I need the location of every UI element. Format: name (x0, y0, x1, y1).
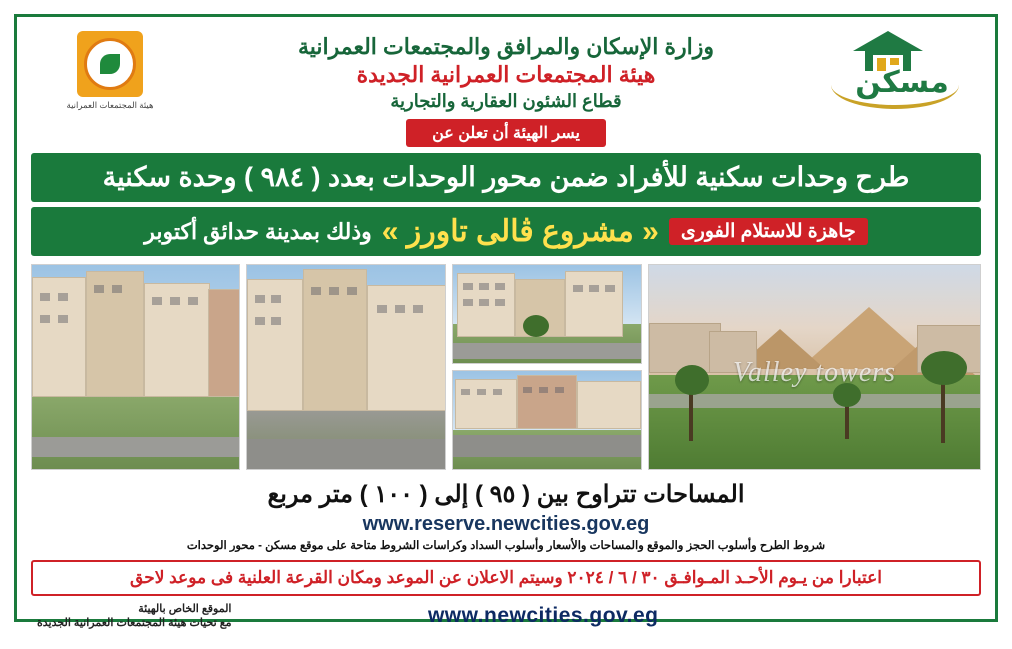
header-titles (185, 29, 827, 112)
headline-units-bar: طرح وحدات سكنية للأفراد ضمن محور الوحدات بعدد ( ٩٨٤ ) وحدة سكنية (31, 153, 981, 202)
footer-note-line2: مع تحيات هيئة المجتمعات العمرانية الجديدة (37, 617, 232, 630)
poster-header (17, 17, 995, 121)
authority-url[interactable]: www.newcities.gov.eg (427, 604, 659, 628)
seal-icon (77, 31, 143, 97)
photo-middle-column (452, 264, 642, 470)
city-label: وذلك بمدينة حدائق أكتوبر (144, 218, 372, 244)
seal-caption: هيئة المجتمعات العمرانية (66, 100, 154, 110)
announce-row (17, 119, 995, 147)
announce-pill: يسر الهيئة أن تعلن عن (406, 119, 606, 147)
ready-badge: جاهزة للاستلام الفورى (669, 218, 868, 245)
footer-note (37, 602, 231, 631)
photo-watermark: Valley towers (732, 356, 897, 388)
maskan-logo (827, 25, 977, 117)
start-date-bar: اعتبارا من يـوم الأحـد المـوافـق ٣٠ / ٦ / ٢٠٢٤ وسيتم الاعلان عن الموعد ومكان القرعة العلنية فى موعد لاحق (31, 560, 981, 596)
reserve-url[interactable]: www.reserve.newcities.gov.eg (362, 513, 650, 535)
headline-project-bar (31, 207, 981, 256)
photo-towers-street (246, 264, 446, 470)
poster-footer (17, 596, 995, 631)
footer-note-line1: الموقع الخاص بالهيئة (138, 603, 232, 615)
photo-compound-wide (31, 264, 240, 470)
areas-line: المساحات تتراوح بين ( ٩٥ ) إلى ( ١٠٠ ) متر مربع (267, 481, 745, 508)
sector-title: قطاع الشئون العقارية والتجارية (390, 90, 622, 111)
poster-frame (14, 14, 998, 630)
photo-valley-towers-pyramids (648, 264, 981, 470)
maskan-wordmark: مسكن (855, 65, 949, 100)
authority-title: هيئة المجتمعات العمرانية الجديدة (356, 62, 656, 88)
photo-residential-blocks-trees (452, 264, 642, 364)
photo-parking-buildings (452, 370, 642, 470)
ministry-seal (35, 25, 185, 117)
conditions-line: شروط الطرح وأسلوب الحجز والموقع والمساحات والأسعار وأسلوب السداد وكراسات الشروط متاحة على موقع مسكن - محور الوحدات (186, 540, 826, 552)
photo-strip (31, 264, 981, 470)
project-name: « مشروع ڤالى تاورز » (381, 215, 659, 248)
ministry-title: وزارة الإسكان والمرافق والمجتمعات العمرانية (297, 34, 715, 60)
